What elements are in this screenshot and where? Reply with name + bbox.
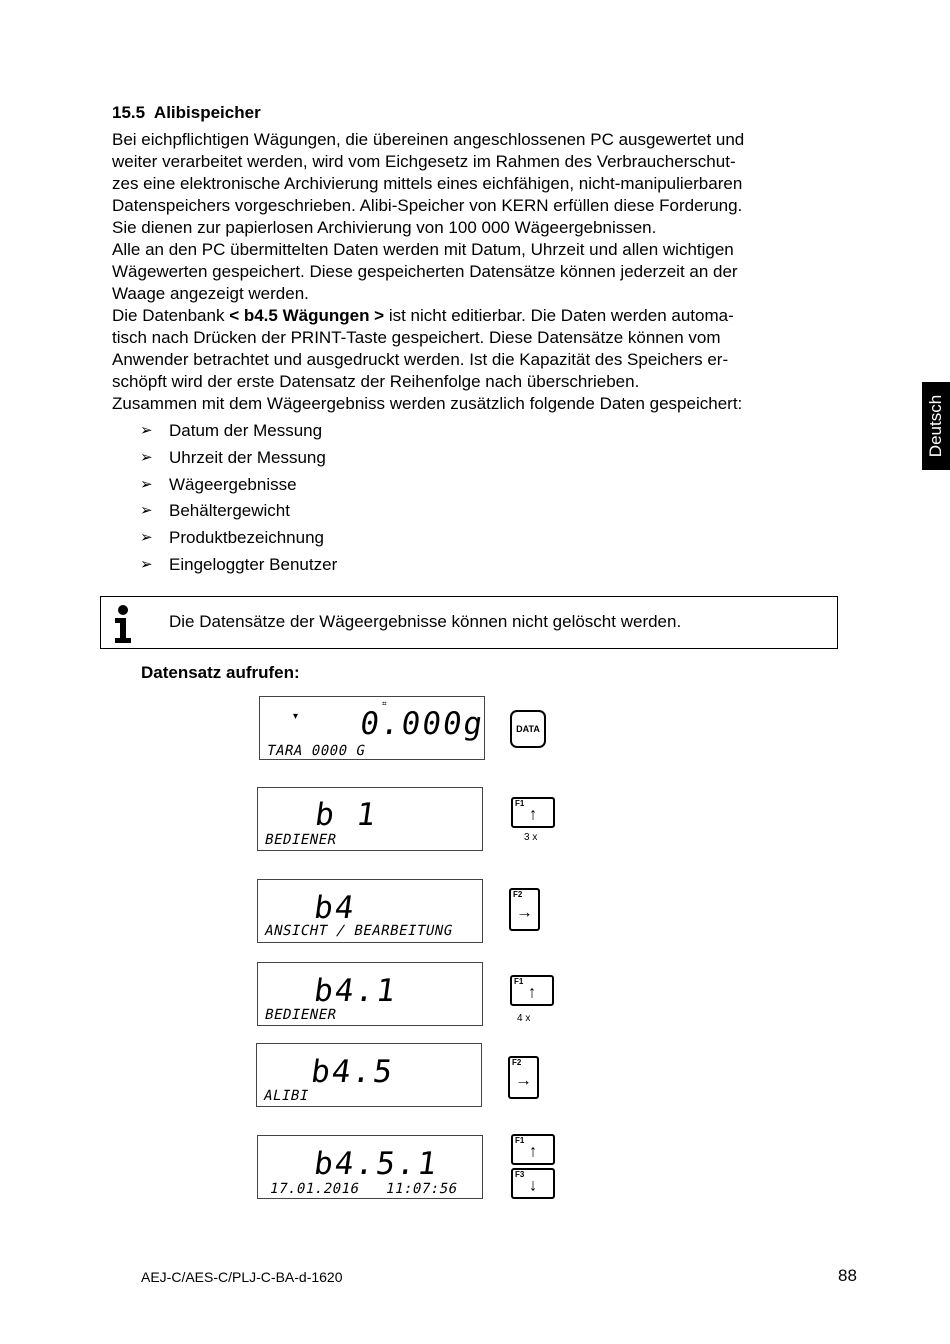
section-number: 15.5 (112, 103, 146, 122)
list-item: ➢ Uhrzeit der Messung (140, 446, 337, 473)
lcd-record-time: 11:07:56 (384, 1181, 460, 1197)
paragraph-4: Zusammen mit dem Wägeergebniss werden zusätzlich folgende Daten gespeichert: (112, 394, 743, 413)
data-key[interactable] (510, 710, 546, 748)
f2-right-key[interactable]: F2 → (508, 1056, 539, 1099)
lcd-display-menu-b4-1 (257, 962, 483, 1026)
list-item: ➢ Produktbezeichnung (140, 526, 337, 553)
lcd-display-record (257, 1135, 483, 1199)
lcd-sub-text: TARA 0000 G (265, 743, 367, 759)
repeat-count: 4 x (517, 1013, 531, 1024)
paragraph-2: Alle an den PC übermittelten Daten werden mit Datum, Uhrzeit und allen wichtigen Wägewerten gespeichert. Diese gespeicherten Datensätze können jederzeit an der Waage angezeigt werden. (112, 240, 738, 303)
body-text (112, 129, 832, 415)
paragraph-1: Bei eichpflichtigen Wägungen, die übereinen angeschlossenen PC ausgewertet und weiter verarbeitet werden, wird vom Eichgesetz im Rahmen des Verbraucherschut- zes eine elektronische Archivierung mittels eines eichfähigen, nicht-manipulierbaren Datenspeichers vorgeschrieben. Alibi-Speicher von KERN erfüllen diese Forderung. Sie dienen zur papierlosen Archivierung von 100 000 Wägeergebnissen. (112, 130, 745, 237)
info-icon (111, 604, 135, 644)
repeat-count: 3 x (524, 832, 538, 843)
lcd-sub-text: ANSICHT / BEARBEITUNG (263, 923, 455, 939)
arrow-down-icon: ↓ (528, 1175, 538, 1195)
arrow-up-icon: ↑ (527, 982, 537, 1002)
lcd-mark-icon: ⌗ (382, 699, 387, 708)
info-note-text: Die Datensätze der Wägeergebnisse können nicht gelöscht werden. (169, 612, 682, 631)
page-number: 88 (838, 1266, 857, 1285)
arrow-bullet-icon: ➢ (140, 555, 153, 573)
list-item: ➢ Datum der Messung (140, 419, 337, 446)
list-item: ➢ Wägeergebnisse (140, 473, 337, 500)
arrow-right-icon: → (516, 902, 533, 922)
database-name: < b4.5 Wägungen > (229, 306, 385, 325)
lcd-main-value: b 1 (312, 797, 380, 833)
lcd-main-value: b4 (311, 890, 359, 926)
arrow-bullet-icon: ➢ (140, 448, 153, 466)
paragraph-3: Die Datenbank < b4.5 Wägungen > ist nicht editierbar. Die Daten werden automa- tisch nach Drücken der PRINT-Taste gespeichert. Diese Datensätze können vom Anwender betrachtet und ausgedruckt werden. Ist die Kapazität des Speichers er- schöpft wird der erste Datensatz der Reihenfolge nach überschrieben. (112, 306, 734, 391)
language-tab-label: Deutsch (926, 394, 945, 458)
footer-doc-id: AEJ-C/AES-C/PLJ-C-BA-d-1620 (141, 1269, 343, 1285)
info-note-box (100, 596, 838, 649)
lcd-sub-text: BEDIENER (263, 1007, 339, 1023)
section-heading (112, 103, 261, 123)
lcd-main-value: b4.5.1 (311, 1146, 441, 1182)
language-tab (922, 382, 950, 470)
stability-indicator-icon: ▾ (293, 711, 299, 722)
lcd-sub-text: BEDIENER (263, 832, 339, 848)
lcd-sub-text: ALIBI (262, 1088, 311, 1104)
arrow-up-icon: ↑ (528, 804, 538, 824)
list-item: ➢ Eingeloggter Benutzer (140, 553, 337, 580)
section-title: Alibispeicher (153, 103, 261, 122)
lcd-record-date: 17.01.2016 (268, 1181, 361, 1197)
f1-up-key[interactable]: F1 ↑ (511, 797, 555, 828)
stored-data-list (140, 419, 337, 580)
lcd-main-value: b4.1 (311, 973, 400, 1009)
list-item: ➢ Behältergewicht (140, 499, 337, 526)
f2-right-key[interactable]: F2 → (509, 888, 540, 931)
arrow-bullet-icon: ➢ (140, 422, 153, 439)
data-key-label: DATA (516, 724, 540, 734)
lcd-display-weighing (259, 696, 485, 760)
lcd-main-value: b4.5 (308, 1054, 397, 1090)
lcd-main-value: 0.000g (357, 706, 487, 742)
f1-up-key[interactable]: F1 ↑ (510, 975, 554, 1006)
f1-up-key[interactable]: F1 ↑ (511, 1134, 555, 1165)
f3-down-key[interactable]: F3 ↓ (511, 1168, 555, 1199)
arrow-bullet-icon: ➢ (140, 502, 153, 520)
arrow-bullet-icon: ➢ (140, 475, 153, 493)
lcd-display-menu-b1 (257, 787, 483, 851)
arrow-up-icon: ↑ (528, 1141, 538, 1161)
arrow-bullet-icon: ➢ (140, 529, 153, 547)
arrow-right-icon: → (515, 1070, 532, 1090)
procedure-heading: Datensatz aufrufen: (141, 663, 300, 682)
lcd-display-menu-b4-5 (256, 1043, 482, 1107)
lcd-display-menu-b4 (257, 879, 483, 943)
